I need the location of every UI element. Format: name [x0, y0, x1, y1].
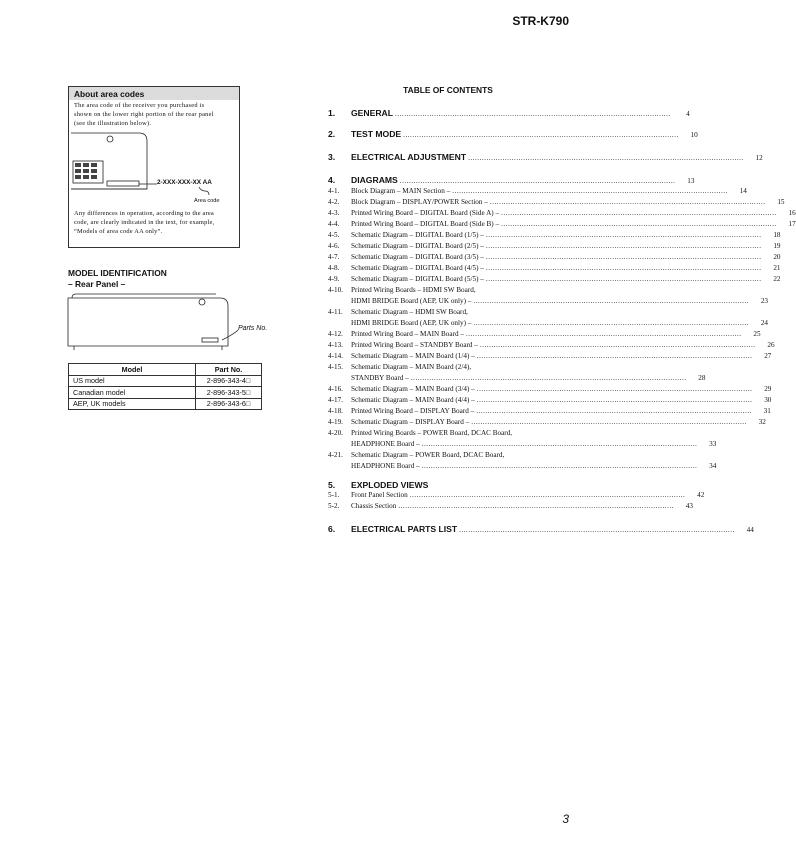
- toc-entry-continuation-text: HDMI BRIDGE Board (AEP, UK only) –: [351, 319, 472, 327]
- toc-entry[interactable]: [328, 502, 693, 510]
- toc-entry-page: 12: [755, 154, 763, 162]
- toc-entry-title: Schematic Diagram – MAIN Board (4/4) –: [351, 396, 475, 404]
- toc-leader-dots: ........................................................................................................................: [485, 253, 762, 261]
- toc-entry-title: Schematic Diagram – MAIN Board (2/4),: [351, 363, 472, 371]
- toc-entry-number: 4-4.: [328, 220, 340, 228]
- toc-entry[interactable]: [328, 286, 568, 294]
- toc-entry-number: 4-19.: [328, 418, 343, 426]
- toc-entry[interactable]: [328, 524, 754, 534]
- toc-leader-dots: ........................................................................................................................: [476, 352, 753, 360]
- toc-entry-number: 4-9.: [328, 275, 340, 283]
- toc-leader-dots: ........................................................................................................................: [421, 440, 698, 448]
- toc-entry-continuation[interactable]: [351, 319, 769, 327]
- toc-entry-number: 4-21.: [328, 451, 343, 459]
- toc-leader-dots: ........................................................................................................................: [476, 385, 753, 393]
- toc-leader-dots: ........................................................................................................................: [403, 131, 679, 139]
- toc-entry-number: 4.: [328, 175, 336, 185]
- toc-entry-title: Chassis Section: [351, 502, 397, 510]
- toc-entry-title: Schematic Diagram – DIGITAL Board (3/5) –: [351, 253, 484, 261]
- toc-entry[interactable]: [328, 152, 763, 162]
- toc-entry-page: 15: [777, 198, 785, 206]
- column-header-part-no: Part No.: [196, 364, 262, 376]
- toc-leader-dots: ........................................................................................................................: [471, 418, 747, 426]
- table-header-row: [69, 364, 262, 376]
- toc-entry-number: 4-7.: [328, 253, 340, 261]
- toc-entry-page: 17: [788, 220, 796, 228]
- toc-leader-dots: ........................................................................................................................: [398, 502, 674, 510]
- toc-entry[interactable]: [328, 429, 568, 437]
- toc-entry-page: 25: [753, 330, 761, 338]
- toc-entry[interactable]: [328, 242, 781, 250]
- toc-entry-page: 21: [773, 264, 781, 272]
- toc-entry-page: 42: [697, 491, 705, 499]
- document-model-header: STR-K790: [512, 14, 569, 28]
- toc-entry-page: 27: [764, 352, 772, 360]
- toc-entry-page: 16: [788, 209, 796, 217]
- toc-leader-dots: ........................................................................................................................: [395, 110, 671, 118]
- model-cell: US model: [69, 375, 196, 387]
- toc-entry-number: 4-14.: [328, 352, 343, 360]
- parts-number-callout: Parts No.: [238, 325, 268, 332]
- toc-entry-page: 44: [746, 526, 754, 534]
- toc-leader-dots: ........................................................................................................................: [465, 330, 742, 338]
- toc-entry[interactable]: [328, 275, 781, 283]
- toc-entry-continuation-text: HEADPHONE Board –: [351, 440, 420, 448]
- model-identification-heading: [68, 268, 167, 289]
- toc-entry-continuation[interactable]: [351, 440, 717, 448]
- toc-leader-dots: ........................................................................................................................: [473, 297, 750, 305]
- toc-entry-number: 4-5.: [328, 231, 340, 239]
- area-code-example: 2-XXX-XXX-XX AA: [157, 178, 212, 186]
- toc-entry-title: ELECTRICAL PARTS LIST: [351, 524, 458, 534]
- toc-entry[interactable]: [328, 209, 796, 217]
- toc-entry-title: Front Panel Section: [351, 491, 408, 499]
- toc-entry-title: ELECTRICAL ADJUSTMENT: [351, 152, 467, 162]
- toc-entry[interactable]: [328, 363, 568, 371]
- model-identification-title: MODEL IDENTIFICATION: [68, 268, 167, 278]
- toc-entry-title: GENERAL: [351, 108, 394, 118]
- toc-entry-number: 4-15.: [328, 363, 343, 371]
- toc-entry-title: Schematic Diagram – DIGITAL Board (4/5) –: [351, 264, 484, 272]
- toc-entry-number: 4-10.: [328, 286, 343, 294]
- toc-entry-page: 22: [773, 275, 781, 283]
- toc-entry-number: 4-16.: [328, 385, 343, 393]
- page-number: 3: [562, 812, 569, 826]
- toc-leader-dots: ........................................................................................................................: [421, 462, 698, 470]
- toc-entry-title: Schematic Diagram – HDMI SW Board,: [351, 308, 468, 316]
- toc-entry-title: Printed Wiring Boards – HDMI SW Board,: [351, 286, 476, 294]
- toc-entry[interactable]: [328, 451, 568, 459]
- toc-entry-title: TEST MODE: [351, 129, 402, 139]
- toc-entry[interactable]: [328, 407, 771, 415]
- area-codes-note: [69, 209, 239, 237]
- model-identification-subtitle: – Rear Panel –: [68, 278, 126, 289]
- model-cell: Canadian model: [69, 387, 196, 399]
- toc-entry-number: 4-18.: [328, 407, 343, 415]
- toc-entry[interactable]: [328, 341, 775, 349]
- toc-leader-dots: ........................................................................................................................: [485, 275, 762, 283]
- toc-entry-page: 24: [760, 319, 769, 327]
- toc-leader-dots: ........................................................................................................................: [459, 526, 735, 534]
- column-header-model: Model: [69, 364, 196, 376]
- model-parts-table: [68, 363, 262, 410]
- toc-entry-title: Printed Wiring Board – DISPLAY Board –: [351, 407, 475, 415]
- toc-leader-dots: ........................................................................................................................: [468, 154, 744, 162]
- area-codes-description: [69, 100, 239, 129]
- toc-leader-dots: ........................................................................................................................: [452, 187, 728, 195]
- toc-entry[interactable]: [328, 352, 772, 360]
- toc-leader-dots: ........................................................................................................................: [501, 220, 777, 228]
- area-codes-box: [68, 86, 240, 248]
- toc-entry-page: 30: [764, 396, 772, 404]
- toc-entry-page: 20: [773, 253, 781, 261]
- toc-entry-title: EXPLODED VIEWS: [351, 480, 429, 490]
- toc-leader-dots: ........................................................................................................................: [409, 491, 686, 499]
- toc-entry-number: 4-1.: [328, 187, 340, 195]
- toc-entry-number: 5-2.: [328, 502, 340, 510]
- toc-leader-dots: ........................................................................................................................: [485, 231, 762, 239]
- toc-entry-title: Printed Wiring Board – DIGITAL Board (Side B) –: [351, 220, 500, 228]
- toc-entry[interactable]: [328, 198, 785, 206]
- toc-entry[interactable]: [328, 264, 781, 272]
- toc-entry-page: 34: [709, 462, 717, 470]
- toc-leader-dots: ........................................................................................................................: [485, 242, 762, 250]
- toc-entry-title: Schematic Diagram – MAIN Board (3/4) –: [351, 385, 475, 393]
- toc-entry-page: 18: [773, 231, 781, 239]
- toc-entry-title: Printed Wiring Board – STANDBY Board –: [351, 341, 478, 349]
- toc-entry-number: 4-13.: [328, 341, 343, 349]
- part-number-cell: 2-896-343-6□: [196, 398, 262, 410]
- toc-entry-continuation-text: STANDBY Board –: [351, 374, 409, 382]
- area-code-label: Area code: [194, 197, 220, 204]
- toc-entry[interactable]: [328, 396, 772, 404]
- toc-entry[interactable]: [328, 129, 698, 139]
- toc-leader-dots: ........................................................................................................................: [476, 396, 753, 404]
- toc-entry-number: 5.: [328, 480, 336, 490]
- toc-entry-number: 4-6.: [328, 242, 340, 250]
- toc-entry-page: 33: [709, 440, 717, 448]
- toc-entry-page: 14: [739, 187, 747, 195]
- toc-entry-continuation[interactable]: [351, 462, 717, 470]
- toc-entry-continuation[interactable]: [351, 297, 769, 305]
- table-row: [69, 398, 262, 410]
- area-codes-text-line: shown on the lower right portion of the rear panel: [74, 111, 214, 119]
- toc-entry-continuation-text: HDMI BRIDGE Board (AEP, UK only) –: [351, 297, 472, 305]
- toc-entry-number: 4-3.: [328, 209, 340, 217]
- toc-entry-continuation-text: HEADPHONE Board –: [351, 462, 420, 470]
- toc-entry-number: 5-1.: [328, 491, 340, 499]
- toc-entry[interactable]: [328, 491, 705, 499]
- area-code-illustration: [69, 131, 239, 209]
- toc-entry-number: 3.: [328, 152, 336, 162]
- toc-entry-number: 4-11.: [328, 308, 343, 316]
- area-codes-text-line: The area code of the receiver you purchased is: [74, 102, 205, 109]
- toc-entry-number: 1.: [328, 108, 336, 118]
- toc-entry[interactable]: [328, 330, 761, 338]
- toc-title: TABLE OF CONTENTS: [403, 85, 493, 95]
- toc-entry-title: Schematic Diagram – POWER Board, DCAC Board,: [351, 451, 505, 459]
- toc-entry-number: 4-12.: [328, 330, 343, 338]
- toc-entry-number: 4-8.: [328, 264, 340, 272]
- toc-entry-page: 13: [687, 177, 695, 185]
- toc-entry-page: 4: [686, 110, 690, 118]
- toc-entry-page: 32: [758, 418, 766, 426]
- toc-entry-page: 23: [760, 297, 769, 305]
- part-number-cell: 2-896-343-4□: [196, 375, 262, 387]
- toc-leader-dots: ........................................................................................................................: [399, 177, 676, 185]
- toc-leader-dots: ........................................................................................................................: [501, 209, 777, 217]
- area-codes-note-line: “Models of area code AA only”.: [74, 228, 163, 236]
- toc-entry-title: Schematic Diagram – DIGITAL Board (5/5) –: [351, 275, 484, 283]
- table-row: [69, 387, 262, 399]
- toc-entry-page: 43: [685, 502, 693, 510]
- toc-entry-title: Schematic Diagram – DISPLAY Board –: [351, 418, 470, 426]
- toc-entry-title: Printed Wiring Boards – POWER Board, DCAC Board,: [351, 429, 513, 437]
- toc-leader-dots: ........................................................................................................................: [485, 264, 762, 272]
- toc-entry-title: Printed Wiring Board – DIGITAL Board (Side A) –: [351, 209, 500, 217]
- toc-entry-page: 28: [698, 374, 706, 382]
- toc-entry-page: 31: [763, 407, 771, 415]
- toc-entry[interactable]: [328, 308, 568, 316]
- toc-entry-title: Schematic Diagram – DIGITAL Board (2/5) –: [351, 242, 484, 250]
- toc-entry[interactable]: [328, 231, 781, 239]
- toc-entry-number: 4-2.: [328, 198, 340, 206]
- toc-entry-number: 4-20.: [328, 429, 343, 437]
- toc-entry[interactable]: [328, 108, 690, 118]
- model-cell: AEP, UK models: [69, 398, 196, 410]
- toc-entry-number: 4-17.: [328, 396, 343, 404]
- part-number-cell: 2-896-343-5□: [196, 387, 262, 399]
- toc-leader-dots: ........................................................................................................................: [476, 407, 752, 415]
- toc-leader-dots: ........................................................................................................................: [473, 319, 750, 327]
- toc-entry-number: 6.: [328, 524, 336, 534]
- toc-entry-page: 29: [764, 385, 772, 393]
- toc-entry-title: Schematic Diagram – MAIN Board (1/4) –: [351, 352, 475, 360]
- rear-panel-drawing: [62, 290, 282, 352]
- toc-entry[interactable]: [328, 175, 695, 185]
- toc-leader-dots: ........................................................................................................................: [489, 198, 766, 206]
- table-row: [69, 375, 262, 387]
- toc-entry[interactable]: [328, 187, 747, 195]
- toc-entry-page: 10: [690, 131, 698, 139]
- toc-entry-page: 26: [767, 341, 775, 349]
- toc-entry-title: Printed Wiring Board – MAIN Board –: [351, 330, 464, 338]
- toc-entry-title: DIAGRAMS: [351, 175, 398, 185]
- toc-entry[interactable]: [328, 418, 766, 426]
- toc-entry-number: 2.: [328, 129, 336, 139]
- toc-entry[interactable]: [328, 385, 772, 393]
- area-codes-note-line: Any differences in operation, according to the area: [74, 209, 214, 217]
- toc-entry-page: 19: [773, 242, 781, 250]
- toc-entry-continuation[interactable]: [351, 374, 706, 382]
- toc-leader-dots: ........................................................................................................................: [410, 374, 687, 382]
- toc-entry[interactable]: [328, 253, 781, 261]
- toc-entry-title: Block Diagram – MAIN Section –: [351, 187, 451, 195]
- toc-entry[interactable]: [328, 480, 568, 490]
- area-codes-title: About area codes: [69, 87, 239, 100]
- area-codes-note-line: code, are clearly indicated in the text, for example,: [74, 218, 215, 226]
- toc-entry-title: Schematic Diagram – DIGITAL Board (1/5) –: [351, 231, 484, 239]
- toc-entry-title: Block Diagram – DISPLAY/POWER Section –: [351, 198, 488, 206]
- area-codes-text-line: (see the illustration below).: [74, 120, 152, 128]
- toc-leader-dots: ........................................................................................................................: [479, 341, 756, 349]
- toc-entry[interactable]: [328, 220, 796, 228]
